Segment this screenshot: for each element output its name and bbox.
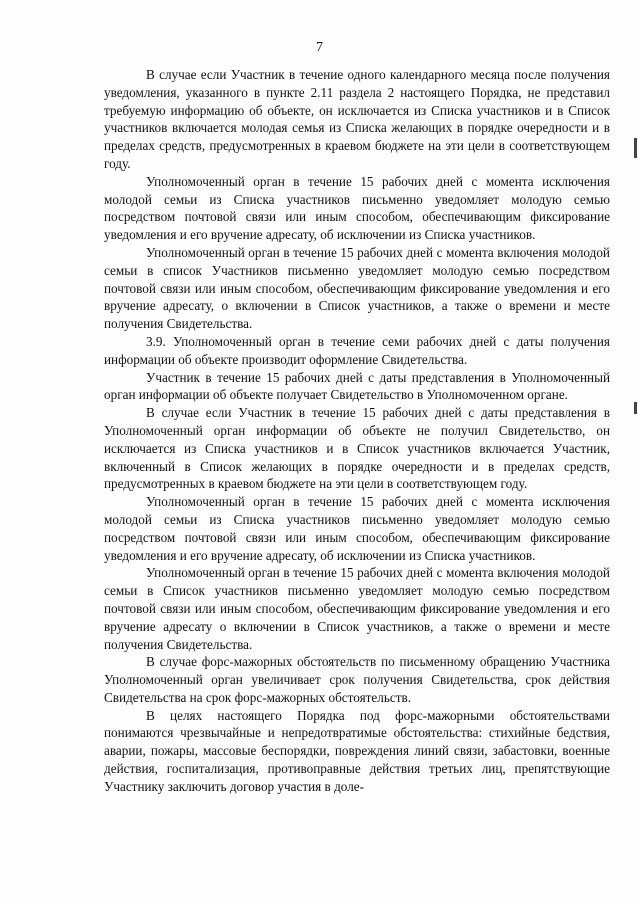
- paragraph: 3.9. Уполномоченный орган в течение семи рабочих дней с даты получения информации об объекте производит оформление Свидетельства.: [104, 333, 610, 367]
- paragraph: Уполномоченный орган в течение 15 рабочих дней с момента включения молодой семьи в Список участников письменно уведомляет молодую семью посредством почтовой связи или иным способом, обеспечивающим фиксирование уведомления и его вручение адресату о включении в Список участников, а также о времени и месте получения Свидетельства.: [104, 565, 610, 652]
- paragraph: В случае если Участник в течение 15 рабочих дней с даты представления в Уполномоченный орган информации об объекте не получил Свидетельство, он исключается из Списка участников и в Список участников включается Участник, включенный в Список желающих в порядке очередности и в пределах средств, предусмотренных в краевом бюджете на эти цели в соответствующем году.: [104, 405, 610, 492]
- paragraph: В случае если Участник в течение одного календарного месяца после получения уведомления, указанного в пункте 2.11 раздела 2 настоящего Порядка, не представил требуемую информацию об объекте, он исключается из Списка участников и в Список участников включается молодая семья из Списка желающих в порядке очередности и в пределах средств, предусмотренных в краевом бюджете на эти цели в соответствующем году.: [104, 67, 610, 171]
- paragraph: Уполномоченный орган в течение 15 рабочих дней с момента исключения молодой семьи из Списка участников письменно уведомляет молодую семью посредством почтовой связи или иным способом, обеспечивающим фиксирование уведомления и его вручение адресату, об исключении из Списка участников.: [104, 173, 610, 243]
- paragraph: В случае форс-мажорных обстоятельств по письменному обращению Участника Уполномоченный орган увеличивает срок получения Свидетельства, срок действия Свидетельства на срок форс-мажорных обстоятельств.: [104, 654, 610, 705]
- scan-edge-mark: [634, 138, 637, 158]
- paragraph: Участник в течение 15 рабочих дней с даты представления в Уполномоченный орган информации об объекте получает Свидетельство в Уполномоченном органе.: [104, 369, 610, 403]
- paragraph: В целях настоящего Порядка под форс-мажорными обстоятельствами понимаются чрезвычайные и непредотвратимые обстоятельства: стихийные бедствия, аварии, пожары, массовые беспорядки, повреждения линий связи, забастовки, военные действия, госпитализация, противоправные действия третьих лиц, препятствующие Участнику заключить договор участия в доле-: [104, 707, 610, 794]
- document-body: [104, 66, 610, 796]
- scan-edge-mark: [634, 402, 637, 414]
- page-number: 7: [316, 40, 323, 55]
- paragraph: Уполномоченный орган в течение 15 рабочих дней с момента исключения молодой семьи из Списка участников письменно уведомляет молодую семью посредством почтовой связи или иным способом, обеспечивающим фиксирование уведомления и его вручение адресату, об исключении из Списка участников.: [104, 494, 610, 563]
- paragraph: Уполномоченный орган в течение 15 рабочих дней с момента включения молодой семьи в список Участников письменно уведомляет молодую семью посредством почтовой связи или иным способом, обеспечивающим фиксирование уведомления и его вручение адресату, о включении в Список участников, а также о времени и месте получения Свидетельства.: [104, 244, 610, 332]
